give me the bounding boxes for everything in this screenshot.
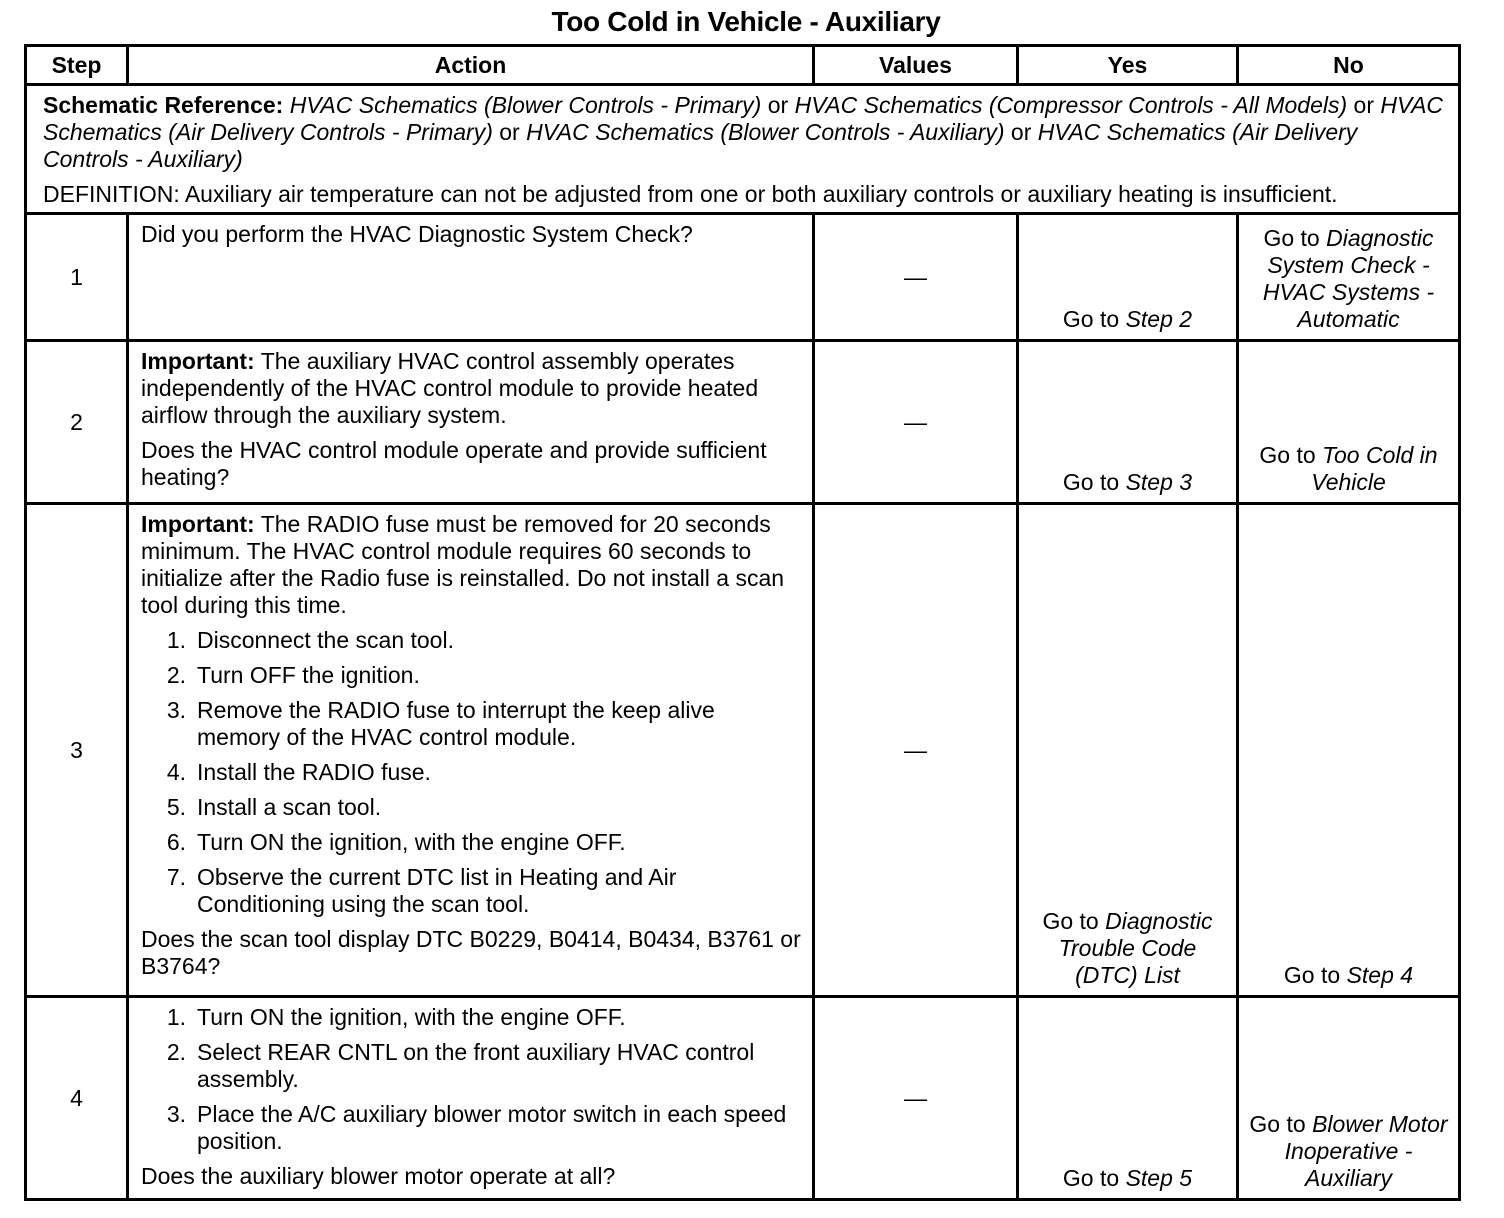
substep-number: 3.: [166, 697, 186, 723]
substep-text: Remove the RADIO fuse to interrupt the keep alive memory of the HVAC control module.: [197, 697, 715, 750]
yes-prefix: Go to: [1062, 469, 1126, 495]
substep-text: Disconnect the scan tool.: [197, 627, 454, 653]
substep-number: 5.: [166, 794, 186, 820]
separator-text: or: [1004, 119, 1038, 145]
header-row: [26, 46, 1460, 85]
schematic-link[interactable]: HVAC Schematics (Air Delivery Controls - Auxiliary): [43, 119, 1358, 172]
table-row: [26, 504, 1460, 997]
value-cell: —: [814, 214, 1018, 341]
schematic-reference-label: Schematic Reference:: [43, 92, 284, 118]
step-number: 2: [26, 341, 128, 504]
separator-text: or: [761, 92, 795, 118]
substep-text: Install a scan tool.: [197, 794, 382, 820]
yes-prefix: Go to: [1062, 306, 1126, 332]
substep-item: [141, 662, 802, 689]
substep-item: [141, 829, 802, 856]
question-text: Did you perform the HVAC Diagnostic System Check?: [141, 221, 693, 247]
value-cell: —: [814, 997, 1018, 1200]
substep-item: [141, 627, 802, 654]
substep-text: Observe the current DTC list in Heating and Air Conditioning using the scan tool.: [197, 864, 677, 917]
separator-text: or: [492, 119, 527, 145]
yes-cell: [1018, 504, 1238, 997]
table-row: [26, 214, 1460, 341]
no-link[interactable]: Too Cold in Vehicle: [1311, 442, 1438, 495]
separator-text: or: [1347, 92, 1381, 118]
substep-number: 7.: [166, 864, 186, 890]
table-row: [26, 341, 1460, 504]
yes-cell: [1018, 214, 1238, 341]
step-number: 1: [26, 214, 128, 341]
no-cell: [1238, 214, 1460, 341]
substep-item: [141, 1004, 802, 1031]
yes-link[interactable]: Diagnostic Trouble Code (DTC) List: [1058, 908, 1213, 988]
important-text: The auxiliary HVAC control assembly operates independently of the HVAC control module to provide heated airflow through the auxiliary system.: [141, 348, 759, 428]
reference-row: [26, 85, 1460, 214]
header-action: Action: [128, 46, 814, 85]
substep-number: 3.: [166, 1101, 186, 1127]
substep-item: [141, 864, 802, 918]
important-note: [141, 348, 802, 429]
substep-text: Turn ON the ignition, with the engine OFF.: [197, 1004, 626, 1030]
substep-item: [141, 1101, 802, 1155]
step-number: 3: [26, 504, 128, 997]
no-link[interactable]: Blower Motor Inoperative - Auxiliary: [1284, 1111, 1448, 1191]
yes-cell: [1018, 997, 1238, 1200]
important-label: Important:: [141, 511, 255, 537]
substep-number: 2.: [166, 662, 186, 688]
schematic-link[interactable]: HVAC Schematics (Blower Controls - Auxiliary): [526, 119, 1005, 145]
no-prefix: Go to: [1259, 442, 1323, 468]
reference-cell: [26, 85, 1460, 214]
yes-link[interactable]: Step 5: [1125, 1165, 1193, 1191]
substep-text: Turn OFF the ignition.: [197, 662, 420, 688]
value-cell: —: [814, 504, 1018, 997]
header-values: Values: [814, 46, 1018, 85]
no-cell: [1238, 997, 1460, 1200]
substep-list: [141, 627, 802, 918]
no-prefix: Go to: [1263, 225, 1327, 251]
substep-number: 6.: [166, 829, 186, 855]
action-cell: [128, 214, 814, 341]
schematic-link[interactable]: HVAC Schematics (Blower Controls - Primary): [283, 92, 762, 118]
definition-text: DEFINITION: Auxiliary air temperature can not be adjusted from one or both auxiliary controls or auxiliary heating is insufficient.: [43, 181, 1338, 207]
substep-item: [141, 759, 802, 786]
substep-number: 1.: [166, 627, 186, 653]
question-text: Does the auxiliary blower motor operate at all?: [141, 1163, 616, 1189]
schematic-reference: [43, 92, 1444, 173]
schematic-link[interactable]: HVAC Schematics (Compressor Controls - All Models): [794, 92, 1348, 118]
value-cell: —: [814, 341, 1018, 504]
important-note: [141, 511, 802, 619]
table-row: [26, 997, 1460, 1200]
substep-list: [141, 1004, 802, 1155]
substep-number: 1.: [166, 1004, 186, 1030]
yes-link[interactable]: Step 3: [1125, 469, 1193, 495]
diagnostic-table: [24, 44, 1461, 1201]
page-title: Too Cold in Vehicle - Auxiliary: [551, 6, 941, 37]
substep-number: 4.: [166, 759, 186, 785]
substep-text: Select REAR CNTL on the front auxiliary HVAC control assembly.: [197, 1039, 755, 1092]
step-number: 4: [26, 997, 128, 1200]
yes-prefix: Go to: [1062, 1165, 1126, 1191]
substep-text: Install the RADIO fuse.: [197, 759, 431, 785]
important-label: Important:: [141, 348, 255, 374]
substep-number: 2.: [166, 1039, 186, 1065]
action-cell: [128, 341, 814, 504]
important-text: The RADIO fuse must be removed for 20 seconds minimum. The HVAC control module requires 60 seconds to initialize after the Radio fuse is reinstalled. Do not install a scan tool during this time.: [141, 511, 785, 618]
yes-prefix: Go to: [1042, 908, 1106, 934]
no-cell: [1238, 504, 1460, 997]
substep-item: [141, 1039, 802, 1093]
header-no: No: [1238, 46, 1460, 85]
header-step: Step: [26, 46, 128, 85]
schematic-link[interactable]: HVAC Schematics (Air Delivery Controls - Primary): [43, 92, 1444, 145]
substep-text: Turn ON the ignition, with the engine OFF.: [197, 829, 626, 855]
question-text: Does the HVAC control module operate and provide sufficient heating?: [141, 437, 767, 490]
no-prefix: Go to: [1249, 1111, 1313, 1137]
substep-item: [141, 697, 802, 751]
no-prefix: Go to: [1283, 962, 1347, 988]
action-cell: [128, 997, 814, 1200]
substep-item: [141, 794, 802, 821]
header-yes: Yes: [1018, 46, 1238, 85]
no-link[interactable]: Step 4: [1346, 962, 1414, 988]
substep-text: Place the A/C auxiliary blower motor switch in each speed position.: [197, 1101, 787, 1154]
action-cell: [128, 504, 814, 997]
yes-link[interactable]: Step 2: [1125, 306, 1193, 332]
question-text: Does the scan tool display DTC B0229, B0414, B0434, B3761 or B3764?: [141, 926, 801, 979]
no-link[interactable]: Diagnostic System Check - HVAC Systems - Automatic: [1262, 225, 1435, 332]
yes-cell: [1018, 341, 1238, 504]
no-cell: [1238, 341, 1460, 504]
